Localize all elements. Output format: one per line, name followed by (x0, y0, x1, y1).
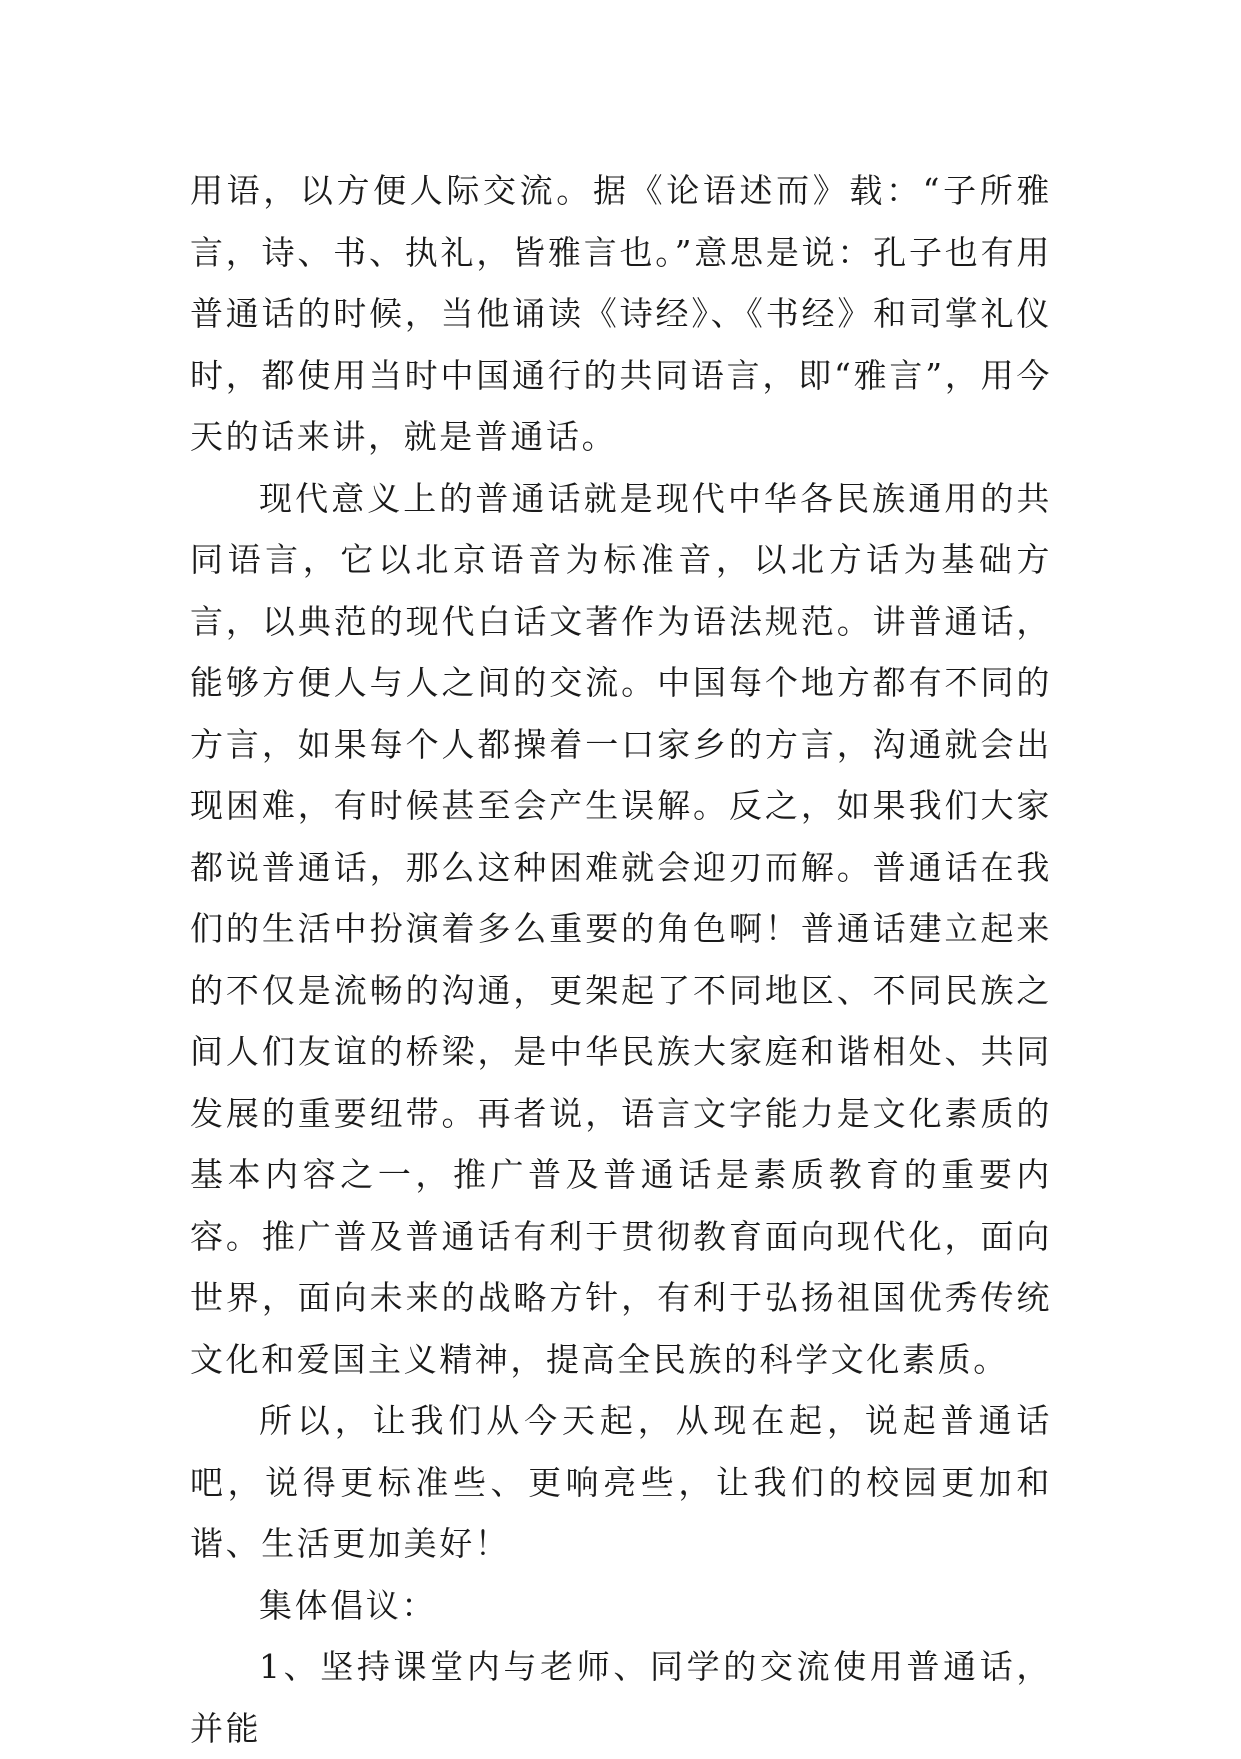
document-body (190, 160, 1052, 1759)
proposal-item-1: 1、坚持课堂内与老师、同学的交流使用普通话，并能 (190, 1647, 1052, 1748)
paragraph-mandarin-meaning: 现代意义上的普通话就是现代中华各民族通用的共同语言，它以北京语音为标准音，以北方话为基础方言，以典范的现代白话文著作为语法规范。讲普通话，能够方便人与人之间的交流。中国每个地方都有不同的方言，如果每个人都操着一口家乡的方言，沟通就会出现困难，有时候甚至会产生误解。反之，如果我们大家都说普通话，那么这种困难就会迎刃而解。普通话在我们的生活中扮演着多么重要的角色啊！普通话建立起来的不仅是流畅的沟通，更架起了不同地区、不同民族之间人们友谊的桥梁，是中华民族大家庭和谐相处、共同发展的重要纽带。再者说，语言文字能力是文化素质的基本内容之一，推广普及普通话是素质教育的重要内容。推广普及普通话有利于贯彻教育面向现代化，面向世界，面向未来的战略方针，有利于弘扬祖国优秀传统文化和爱国主义精神，提高全民族的科学文化素质。 (190, 478, 1052, 1379)
paragraph-continuation: 用语，以方便人际交流。据《论语述而》载：“子所雅言，诗、书、执礼，皆雅言也。”意思是说：孔子也有用普通话的时候，当他诵读《诗经》、《书经》和司掌礼仪时，都使用当时中国通行的共同语言，即“雅言”，用今天的话来讲，就是普通话。 (190, 171, 1052, 456)
proposal-heading: 集体倡议： (259, 1585, 437, 1625)
paragraph-call-to-action: 所以，让我们从今天起，从现在起，说起普通话吧，说得更标准些、更响亮些，让我们的校园更加和谐、生活更加美好！ (190, 1401, 1052, 1563)
